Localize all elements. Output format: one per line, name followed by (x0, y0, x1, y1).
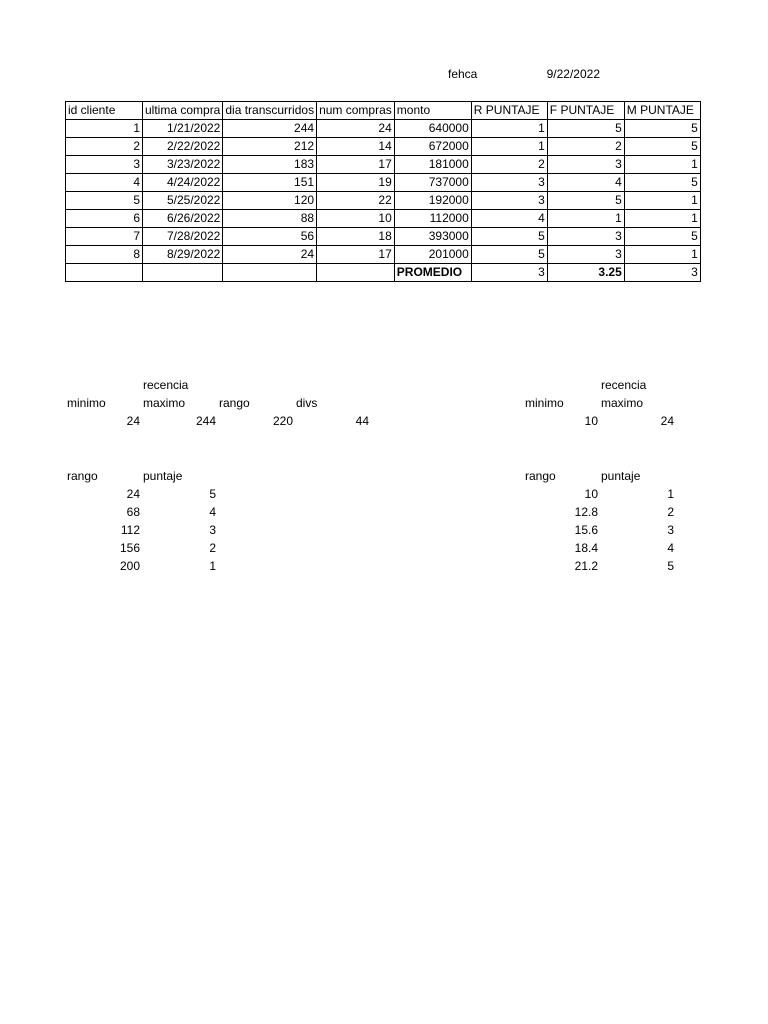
frecuencia-score-puntaje: 3 (667, 523, 674, 537)
table-row (66, 156, 701, 174)
recencia-divs-label: divs (296, 396, 318, 410)
table-cell: 56 (223, 228, 317, 246)
table-cell: 88 (223, 210, 317, 228)
column-header: F PUNTAJE (547, 102, 624, 120)
table-cell: 7/28/2022 (143, 228, 223, 246)
table-cell: 17 (317, 246, 395, 264)
table-cell: 1 (547, 210, 624, 228)
table-cell: 3 (547, 228, 624, 246)
empty-cell (143, 264, 223, 282)
table-cell: 120 (223, 192, 317, 210)
table-cell: 2 (471, 156, 547, 174)
table-cell: 10 (317, 210, 395, 228)
rfm-table-body (66, 102, 701, 282)
frecuencia-score-puntaje-header: puntaje (601, 469, 641, 483)
recencia-rango-value: 220 (272, 414, 293, 428)
frecuencia-maximo-value: 24 (660, 414, 674, 428)
column-header: monto (394, 102, 471, 120)
table-row (66, 228, 701, 246)
frecuencia-score-puntaje: 5 (667, 559, 674, 573)
table-row (66, 192, 701, 210)
table-cell: 6 (66, 210, 143, 228)
recencia-rango-label: rango (219, 396, 250, 410)
table-cell: 4 (547, 174, 624, 192)
frecuencia-maximo-label: maximo (601, 396, 644, 410)
table-cell: 1 (624, 156, 700, 174)
date-label: fehca (448, 67, 478, 81)
rfm-table (65, 101, 701, 282)
table-cell: 5 (547, 192, 624, 210)
table-cell: 5 (66, 192, 143, 210)
table-cell: 212 (223, 138, 317, 156)
table-cell: 17 (317, 156, 395, 174)
table-cell: 3 (471, 192, 547, 210)
recencia-score-rango-header: rango (67, 469, 98, 483)
recencia-score-puntaje: 1 (209, 559, 216, 573)
recencia-minimo-label: minimo (67, 396, 106, 410)
column-header: ultima compra (143, 102, 223, 120)
frecuencia-minimo-label: minimo (525, 396, 564, 410)
recencia-minimo-value: 24 (126, 414, 140, 428)
table-cell: 22 (317, 192, 395, 210)
table-cell: 151 (223, 174, 317, 192)
table-cell: 2 (547, 138, 624, 156)
table-cell: 24 (317, 120, 395, 138)
frecuencia-score-rango-header: rango (525, 469, 556, 483)
table-cell: 5 (624, 228, 700, 246)
column-header: dia transcurridos (223, 102, 317, 120)
column-header: M PUNTAJE (624, 102, 700, 120)
table-cell: 5 (624, 138, 700, 156)
table-cell: 7 (66, 228, 143, 246)
table-cell: 737000 (394, 174, 471, 192)
table-cell: 14 (317, 138, 395, 156)
table-cell: 1 (624, 210, 700, 228)
recencia-score-rango: 68 (126, 505, 140, 519)
recencia-score-rango: 156 (119, 541, 140, 555)
table-cell: 3/23/2022 (143, 156, 223, 174)
table-cell: 5 (547, 120, 624, 138)
table-row (66, 120, 701, 138)
table-header-row (66, 102, 701, 120)
date-value: 9/22/2022 (546, 67, 600, 81)
table-cell: 672000 (394, 138, 471, 156)
table-cell: 24 (223, 246, 317, 264)
table-cell: 18 (317, 228, 395, 246)
table-cell: 1 (624, 192, 700, 210)
summary-label: PROMEDIO (394, 264, 471, 282)
table-cell: 4/24/2022 (143, 174, 223, 192)
table-row (66, 174, 701, 192)
table-row (66, 138, 701, 156)
table-cell: 6/26/2022 (143, 210, 223, 228)
frecuencia-score-puntaje: 4 (667, 541, 674, 555)
recencia-score-puntaje: 5 (209, 487, 216, 501)
table-cell: 5/25/2022 (143, 192, 223, 210)
recencia-score-puntaje: 3 (209, 523, 216, 537)
table-cell: 3 (547, 246, 624, 264)
table-cell: 4 (66, 174, 143, 192)
recencia-score-puntaje: 4 (209, 505, 216, 519)
table-cell: 244 (223, 120, 317, 138)
summary-f: 3.25 (547, 264, 624, 282)
summary-row (66, 264, 701, 282)
table-cell: 640000 (394, 120, 471, 138)
frecuencia-score-puntaje: 1 (667, 487, 674, 501)
table-cell: 1 (471, 138, 547, 156)
recencia-score-rango: 200 (119, 559, 140, 573)
empty-cell (317, 264, 395, 282)
table-cell: 2/22/2022 (143, 138, 223, 156)
table-cell: 201000 (394, 246, 471, 264)
table-cell: 112000 (394, 210, 471, 228)
frecuencia-score-rango: 21.2 (574, 559, 598, 573)
table-cell: 3 (66, 156, 143, 174)
table-cell: 4 (471, 210, 547, 228)
table-cell: 19 (317, 174, 395, 192)
frecuencia-score-rango: 18.4 (574, 541, 598, 555)
recencia-maximo-label: maximo (143, 396, 186, 410)
table-cell: 393000 (394, 228, 471, 246)
table-cell: 3 (471, 174, 547, 192)
recencia-score-puntaje: 2 (209, 541, 216, 555)
table-cell: 5 (624, 120, 700, 138)
table-cell: 1 (66, 120, 143, 138)
table-cell: 1 (624, 246, 700, 264)
table-cell: 8/29/2022 (143, 246, 223, 264)
table-cell: 183 (223, 156, 317, 174)
table-cell: 5 (471, 246, 547, 264)
frecuencia-score-puntaje: 2 (667, 505, 674, 519)
table-cell: 2 (66, 138, 143, 156)
empty-cell (66, 264, 143, 282)
table-cell: 5 (624, 174, 700, 192)
column-header: R PUNTAJE (471, 102, 547, 120)
recencia-score-rango: 24 (126, 487, 140, 501)
table-cell: 192000 (394, 192, 471, 210)
frecuencia-minimo-value: 10 (584, 414, 598, 428)
summary-m: 3 (624, 264, 700, 282)
empty-cell (223, 264, 317, 282)
column-header: num compras (317, 102, 395, 120)
recencia-score-puntaje-header: puntaje (143, 469, 183, 483)
summary-r: 3 (471, 264, 547, 282)
frecuencia-title: recencia (601, 378, 647, 392)
recencia-title: recencia (143, 378, 189, 392)
table-cell: 1/21/2022 (143, 120, 223, 138)
table-cell: 5 (471, 228, 547, 246)
table-cell: 181000 (394, 156, 471, 174)
recencia-score-rango: 112 (120, 523, 140, 537)
frecuencia-score-rango: 10 (584, 487, 598, 501)
table-cell: 1 (471, 120, 547, 138)
table-row (66, 246, 701, 264)
frecuencia-score-rango: 12.8 (574, 505, 598, 519)
column-header: id cliente (66, 102, 143, 120)
table-row (66, 210, 701, 228)
table-cell: 8 (66, 246, 143, 264)
recencia-maximo-value: 244 (195, 414, 216, 428)
frecuencia-score-rango: 15.6 (574, 523, 598, 537)
recencia-divs-value: 44 (355, 414, 369, 428)
table-cell: 3 (547, 156, 624, 174)
